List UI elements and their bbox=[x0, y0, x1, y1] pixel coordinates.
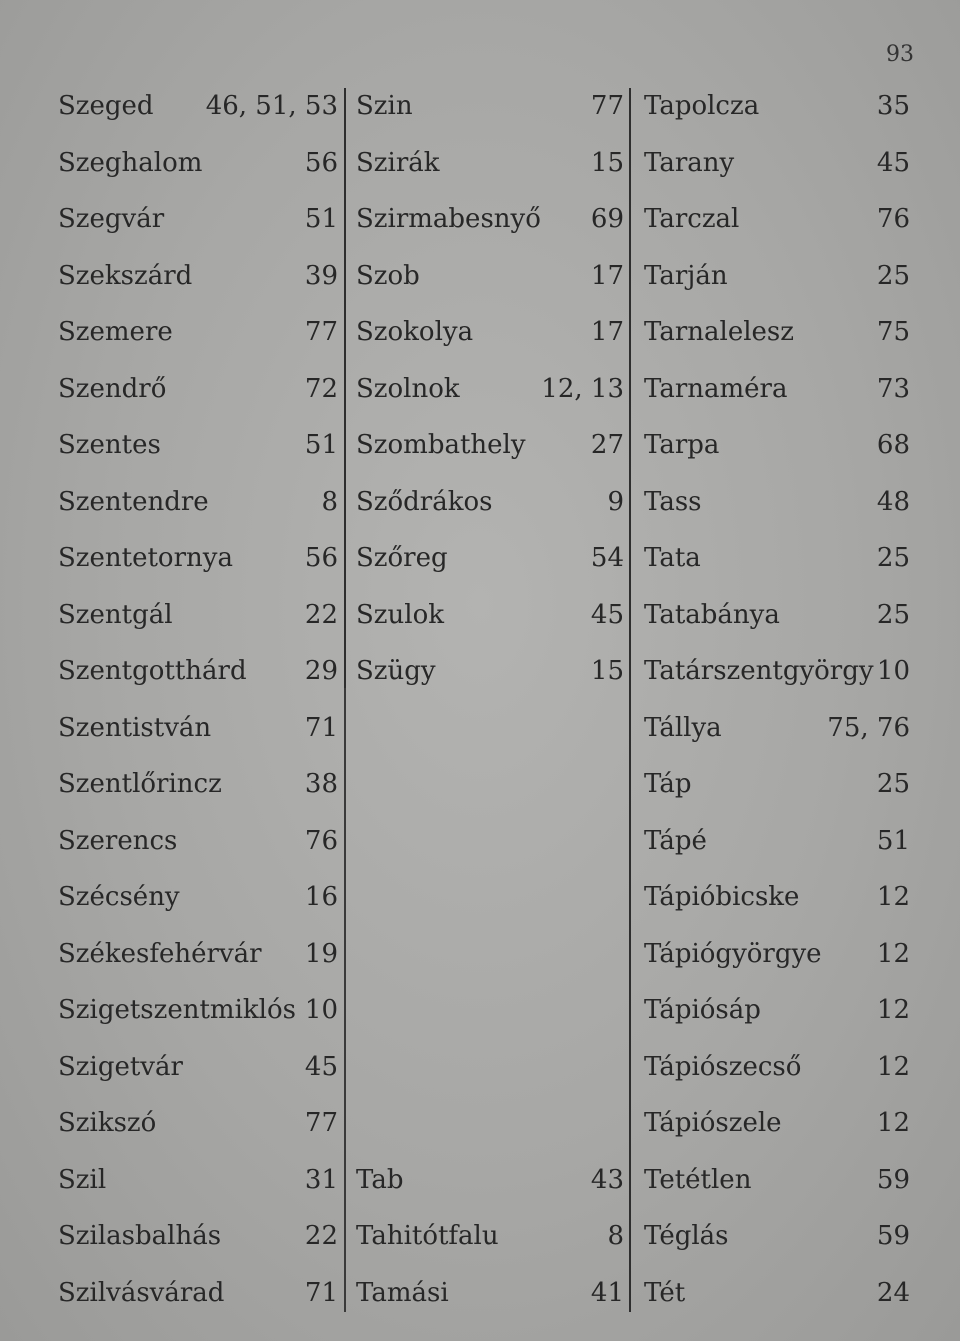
index-entry bbox=[346, 1039, 628, 1096]
index-entry bbox=[58, 813, 344, 870]
entry-page-ref: 48 bbox=[876, 486, 910, 517]
index-entry bbox=[58, 474, 344, 531]
index-entry bbox=[58, 1152, 344, 1209]
index-entry bbox=[346, 530, 628, 587]
entry-name: Szin bbox=[356, 91, 413, 121]
entry-name: Tarany bbox=[644, 147, 735, 178]
entry-name: Szegvár bbox=[58, 204, 165, 234]
entry-name: Tatabánya bbox=[644, 599, 780, 630]
index-entry bbox=[346, 78, 628, 135]
entry-page-ref: 45 bbox=[304, 1051, 338, 1082]
entry-name: Tarnalelesz bbox=[644, 317, 794, 347]
entry-name: Tarján bbox=[644, 260, 728, 291]
entry-page-ref: 77 bbox=[304, 317, 338, 347]
entry-name: Szigetvár bbox=[58, 1051, 183, 1082]
index-entry bbox=[634, 813, 910, 870]
entry-name: Tapolcza bbox=[644, 91, 760, 121]
entry-name: Szeged bbox=[58, 91, 154, 121]
entry-page-ref: 19 bbox=[304, 938, 338, 969]
entry-page-ref: 72 bbox=[304, 373, 338, 404]
index-entry bbox=[58, 982, 344, 1039]
entry-page-ref: 35 bbox=[876, 91, 910, 121]
index-entry bbox=[346, 1208, 628, 1265]
entry-name: Tápiógyörgye bbox=[644, 938, 822, 969]
index-entry bbox=[346, 1095, 628, 1152]
entry-name: Tatárszentgyörgy bbox=[644, 656, 874, 686]
entry-name: Szigetszentmiklós bbox=[58, 995, 296, 1025]
index-entry bbox=[346, 304, 628, 361]
index-entry bbox=[58, 1265, 344, 1322]
index-entry bbox=[346, 1152, 628, 1209]
entry-page-ref: 15 bbox=[590, 147, 624, 178]
index-entry bbox=[58, 643, 344, 700]
entry-name: Tállya bbox=[644, 712, 722, 743]
index-entry bbox=[58, 361, 344, 418]
entry-page-ref: 41 bbox=[590, 1277, 624, 1308]
entry-page-ref: 12, 13 bbox=[541, 373, 624, 404]
entry-page-ref: 29 bbox=[304, 656, 338, 686]
entry-name: Tahitótfalu bbox=[356, 1221, 499, 1251]
index-entry bbox=[634, 417, 910, 474]
entry-page-ref: 17 bbox=[590, 317, 624, 347]
index-entry bbox=[634, 191, 910, 248]
index-entry bbox=[346, 926, 628, 983]
index-entry bbox=[634, 78, 910, 135]
entry-page-ref: 51 bbox=[876, 825, 910, 856]
entry-name: Szemere bbox=[58, 317, 173, 347]
entry-name: Szeghalom bbox=[58, 147, 203, 178]
entry-name: Szikszó bbox=[58, 1108, 157, 1138]
index-entry bbox=[634, 135, 910, 192]
entry-page-ref: 15 bbox=[590, 656, 624, 686]
entry-name: Tab bbox=[356, 1164, 404, 1195]
index-entry bbox=[634, 530, 910, 587]
entry-page-ref: 10 bbox=[876, 656, 910, 686]
entry-name: Szécsény bbox=[58, 882, 180, 912]
entry-name: Szentes bbox=[58, 430, 161, 460]
index-entry bbox=[346, 474, 628, 531]
index-entry bbox=[58, 1208, 344, 1265]
index-entry bbox=[634, 1265, 910, 1322]
index-entry bbox=[346, 869, 628, 926]
index-entry bbox=[346, 135, 628, 192]
entry-name: Téglás bbox=[644, 1221, 729, 1251]
index-entry bbox=[58, 700, 344, 757]
entry-page-ref: 75 bbox=[876, 317, 910, 347]
entry-page-ref: 27 bbox=[590, 430, 624, 460]
entry-name: Szirmabesnyő bbox=[356, 204, 541, 234]
index-entry bbox=[634, 304, 910, 361]
entry-page-ref: 77 bbox=[590, 91, 624, 121]
entry-page-ref: 46, 51, 53 bbox=[205, 91, 338, 121]
entry-name: Tarpa bbox=[644, 430, 720, 460]
entry-page-ref: 45 bbox=[876, 147, 910, 178]
entry-page-ref: 76 bbox=[876, 204, 910, 234]
entry-name: Szentetornya bbox=[58, 543, 233, 573]
entry-page-ref: 17 bbox=[590, 260, 624, 291]
entry-name: Tetétlen bbox=[644, 1164, 752, 1195]
index-entry bbox=[58, 78, 344, 135]
index-entry bbox=[634, 982, 910, 1039]
entry-page-ref: 22 bbox=[304, 1221, 338, 1251]
entry-name: Szekszárd bbox=[58, 260, 193, 291]
index-entry bbox=[346, 756, 628, 813]
entry-page-ref: 8 bbox=[321, 486, 338, 517]
entry-page-ref: 8 bbox=[607, 1221, 624, 1251]
entry-page-ref: 51 bbox=[304, 430, 338, 460]
entry-page-ref: 12 bbox=[876, 995, 910, 1025]
entry-page-ref: 25 bbox=[876, 260, 910, 291]
entry-page-ref: 12 bbox=[876, 938, 910, 969]
entry-page-ref: 77 bbox=[304, 1108, 338, 1138]
entry-page-ref: 25 bbox=[876, 769, 910, 799]
entry-name: Szentendre bbox=[58, 486, 209, 517]
entry-name: Szerencs bbox=[58, 825, 178, 856]
entry-page-ref: 16 bbox=[304, 882, 338, 912]
entry-page-ref: 56 bbox=[304, 147, 338, 178]
column-divider-1-bottom bbox=[344, 688, 346, 1312]
index-entry bbox=[634, 361, 910, 418]
entry-page-ref: 59 bbox=[876, 1164, 910, 1195]
index-entry bbox=[634, 248, 910, 305]
entry-page-ref: 68 bbox=[876, 430, 910, 460]
entry-name: Szentlőrincz bbox=[58, 769, 222, 799]
index-entry bbox=[346, 361, 628, 418]
index-entry bbox=[58, 135, 344, 192]
entry-page-ref: 24 bbox=[876, 1277, 910, 1308]
entry-name: Tét bbox=[644, 1277, 686, 1308]
entry-page-ref: 9 bbox=[607, 486, 624, 517]
index-entry bbox=[346, 982, 628, 1039]
entry-page-ref: 39 bbox=[304, 260, 338, 291]
entry-page-ref: 10 bbox=[304, 995, 338, 1025]
column-divider-2 bbox=[629, 88, 631, 1312]
column-divider-1-top bbox=[344, 88, 346, 688]
index-entry bbox=[346, 700, 628, 757]
entry-page-ref: 76 bbox=[304, 825, 338, 856]
entry-page-ref: 45 bbox=[590, 599, 624, 630]
index-column-2 bbox=[346, 78, 628, 1321]
entry-name: Tarczal bbox=[644, 204, 740, 234]
entry-name: Szulok bbox=[356, 599, 444, 630]
index-entry bbox=[634, 756, 910, 813]
index-entry bbox=[634, 1095, 910, 1152]
entry-name: Szirák bbox=[356, 147, 440, 178]
page-number: 93 bbox=[886, 42, 914, 67]
index-entry bbox=[58, 926, 344, 983]
entry-name: Tamási bbox=[356, 1277, 449, 1308]
index-entry bbox=[634, 587, 910, 644]
entry-page-ref: 12 bbox=[876, 882, 910, 912]
entry-name: Szügy bbox=[356, 656, 436, 686]
index-entry bbox=[58, 530, 344, 587]
index-entry bbox=[58, 869, 344, 926]
index-entry bbox=[634, 1208, 910, 1265]
index-entry bbox=[634, 869, 910, 926]
entry-page-ref: 25 bbox=[876, 543, 910, 573]
index-entry bbox=[634, 474, 910, 531]
index-entry bbox=[346, 643, 628, 700]
entry-name: Tápiószecső bbox=[644, 1051, 802, 1082]
index-entry bbox=[634, 643, 910, 700]
entry-name: Táp bbox=[644, 769, 692, 799]
index-column-3 bbox=[634, 78, 910, 1321]
entry-name: Tarnaméra bbox=[644, 373, 788, 404]
index-entry bbox=[58, 587, 344, 644]
entry-name: Szob bbox=[356, 260, 420, 291]
index-entry bbox=[346, 191, 628, 248]
entry-page-ref: 69 bbox=[590, 204, 624, 234]
index-entry bbox=[58, 1039, 344, 1096]
entry-name: Szentgál bbox=[58, 599, 173, 630]
entry-page-ref: 73 bbox=[876, 373, 910, 404]
entry-page-ref: 71 bbox=[304, 712, 338, 743]
entry-name: Szilvásvárad bbox=[58, 1277, 225, 1308]
index-entry bbox=[58, 191, 344, 248]
entry-page-ref: 43 bbox=[590, 1164, 624, 1195]
index-entry bbox=[346, 417, 628, 474]
index-entry bbox=[58, 1095, 344, 1152]
entry-page-ref: 25 bbox=[876, 599, 910, 630]
index-entry bbox=[634, 1152, 910, 1209]
index-entry bbox=[346, 587, 628, 644]
entry-name: Szil bbox=[58, 1164, 107, 1195]
index-entry bbox=[634, 926, 910, 983]
index-column-1 bbox=[58, 78, 344, 1321]
entry-page-ref: 54 bbox=[590, 543, 624, 573]
entry-name: Szentistván bbox=[58, 712, 212, 743]
entry-name: Szilasbalhás bbox=[58, 1221, 222, 1251]
entry-page-ref: 75, 76 bbox=[827, 712, 910, 743]
index-entry bbox=[634, 700, 910, 757]
entry-page-ref: 31 bbox=[304, 1164, 338, 1195]
entry-page-ref: 59 bbox=[876, 1221, 910, 1251]
entry-name: Szombathely bbox=[356, 430, 526, 460]
entry-name: Tápióbicske bbox=[644, 882, 800, 912]
entry-page-ref: 12 bbox=[876, 1108, 910, 1138]
index-entry bbox=[346, 1265, 628, 1322]
index-entry bbox=[58, 756, 344, 813]
entry-name: Tápé bbox=[644, 825, 707, 856]
index-entry bbox=[346, 248, 628, 305]
entry-name: Tata bbox=[644, 543, 701, 573]
entry-page-ref: 71 bbox=[304, 1277, 338, 1308]
entry-name: Szentgotthárd bbox=[58, 656, 247, 686]
entry-name: Tápiósáp bbox=[644, 995, 761, 1025]
entry-page-ref: 12 bbox=[876, 1051, 910, 1082]
index-entry bbox=[346, 813, 628, 870]
entry-name: Székesfehérvár bbox=[58, 938, 262, 969]
entry-page-ref: 51 bbox=[304, 204, 338, 234]
entry-name: Sződrákos bbox=[356, 486, 493, 517]
index-entry bbox=[634, 1039, 910, 1096]
entry-name: Szokolya bbox=[356, 317, 474, 347]
entry-page-ref: 22 bbox=[304, 599, 338, 630]
entry-name: Szendrő bbox=[58, 373, 167, 404]
index-entry bbox=[58, 248, 344, 305]
entry-page-ref: 38 bbox=[304, 769, 338, 799]
entry-page-ref: 56 bbox=[304, 543, 338, 573]
entry-name: Szőreg bbox=[356, 543, 448, 573]
entry-name: Tápiószele bbox=[644, 1108, 782, 1138]
entry-name: Tass bbox=[644, 486, 702, 517]
index-entry bbox=[58, 304, 344, 361]
index-entry bbox=[58, 417, 344, 474]
entry-name: Szolnok bbox=[356, 373, 460, 404]
